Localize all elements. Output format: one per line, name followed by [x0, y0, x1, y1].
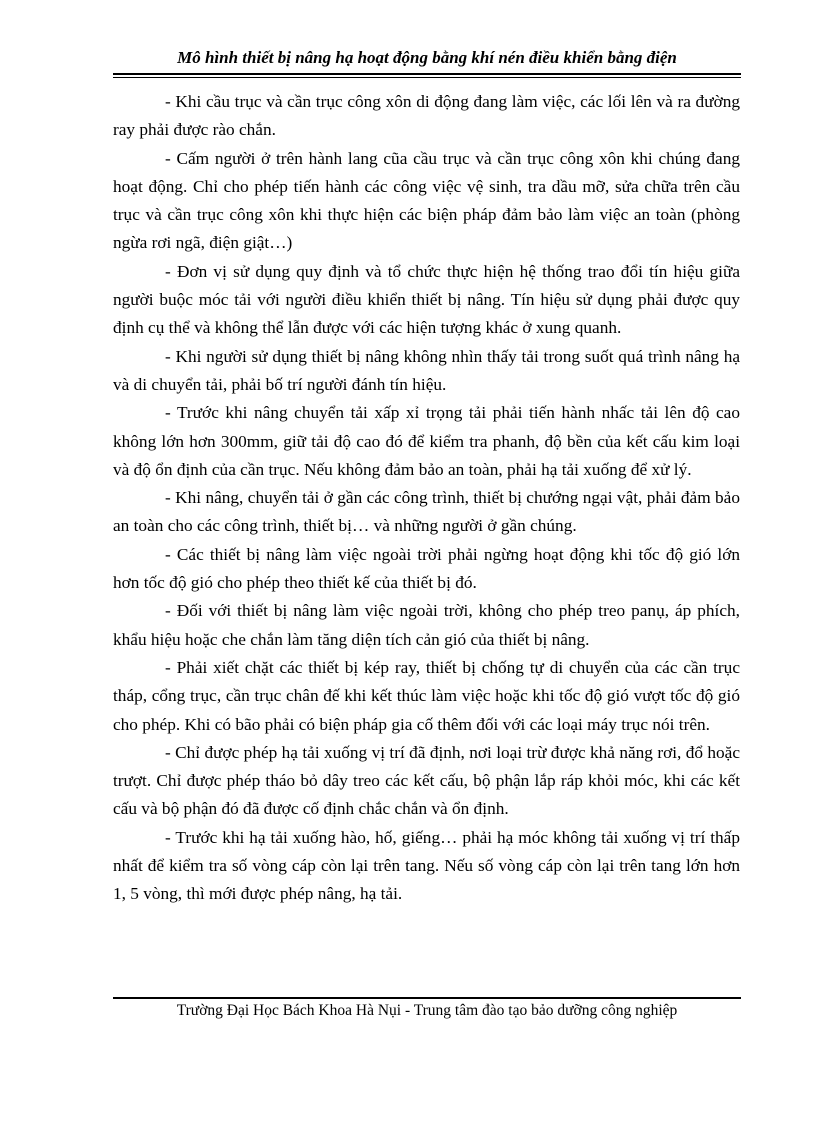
- paragraph: - Đối với thiết bị nâng làm việc ngoài trời, không cho phép treo panụ, áp phích, khẩu hiệu hoặc che chắn làm tăng diện tích cản gió của thiết bị nâng.: [113, 601, 740, 649]
- paragraph: - Trước khi hạ tải xuống hào, hố, giếng… phải hạ móc không tải xuống vị trí thấp nhất để kiểm tra số vòng cáp còn lại trên tang. Nếu số vòng cáp còn lại trên tang lớn hơn 1, 5 vòng, thì mới được phép nâng, hạ tải.: [113, 827, 740, 904]
- paragraph: - Trước khi nâng chuyển tải xấp xỉ trọng tải phải tiến hành nhấc tải lên độ cao không lớn hơn 300mm, giữ tải độ cao đó để kiểm tra phanh, độ bền của kết cấu kim loại và độ ổn định của cần trục. Nếu không đảm bảo an toàn, phải hạ tải xuống để xử lý.: [113, 403, 740, 479]
- paragraph: - Các thiết bị nâng làm việc ngoài trời phải ngừng hoạt động khi tốc độ gió lớn hơn tốc độ gió cho phép theo thiết kế của thiết bị đó.: [113, 544, 740, 593]
- header-rule: [113, 73, 741, 75]
- paragraph: - Đơn vị sử dụng quy định và tổ chức thực hiện hệ thống trao đổi tín hiệu giữa người buộc móc tải với người điều khiển thiết bị nâng. Tín hiệu sử dụng phải được quy định cụ thể và không thể lẫn được với các hiện tượng khác ở xung quanh.: [113, 261, 740, 338]
- paragraph: - Khi cầu trục và cần trục công xôn di động đang làm việc, các lối lên và ra đường ray phải được rào chắn.: [113, 92, 740, 140]
- page-footer: Trường Đại Học Bách Khoa Hà Nụi - Trung tâm đào tạo bảo dưỡng công nghiệp: [176, 1002, 678, 1019]
- footer-rule: [113, 997, 741, 999]
- paragraph: - Chỉ được phép hạ tải xuống vị trí đã định, nơi loại trừ được khả năng rơi, đổ hoặc trượt. Chỉ được phép tháo bỏ dây treo các kết cấu, bộ phận lắp ráp khỏi móc, khi các kết cấu và bộ phận đó đã được cố định chắc chắn và ổn định.: [113, 742, 740, 819]
- paragraph: - Khi nâng, chuyển tải ở gần các công trình, thiết bị chướng ngại vật, phải đảm bảo an toàn cho các công trình, thiết bị… và những người ở gần chúng.: [113, 488, 740, 536]
- paragraph: - Khi người sử dụng thiết bị nâng không nhìn thấy tải trong suốt quá trình nâng hạ và di chuyển tải, phải bố trí người đánh tín hiệu.: [113, 346, 740, 394]
- paragraph: - Phải xiết chặt các thiết bị kép ray, thiết bị chống tự di chuyển của các cần trục tháp, cổng trục, cần trục chân đế khi kết thúc làm việc hoặc khi tốc độ gió vượt tốc độ gió cho phép. Khi có bão phải có biện pháp gia cố thêm đối với các loại máy trục nói trên.: [113, 657, 740, 734]
- body-text: [113, 88, 740, 909]
- page-header-title: Mô hình thiết bị nâng hạ hoạt động bằng khí nén điều khiển bằng điện: [177, 48, 677, 67]
- paragraph: - Cấm người ở trên hành lang cũa cầu trục và cần trục công xôn khi chúng đang hoạt động. Chỉ cho phép tiến hành các công việc vệ sinh, tra dầu mỡ, sửa chữa trên cầu trục và cần trục công xôn khi thực hiện các biện pháp đảm bảo làm việc an toàn (phòng ngừa rơi ngã, điện giật…): [113, 148, 740, 253]
- header-rule-secondary: [113, 77, 741, 78]
